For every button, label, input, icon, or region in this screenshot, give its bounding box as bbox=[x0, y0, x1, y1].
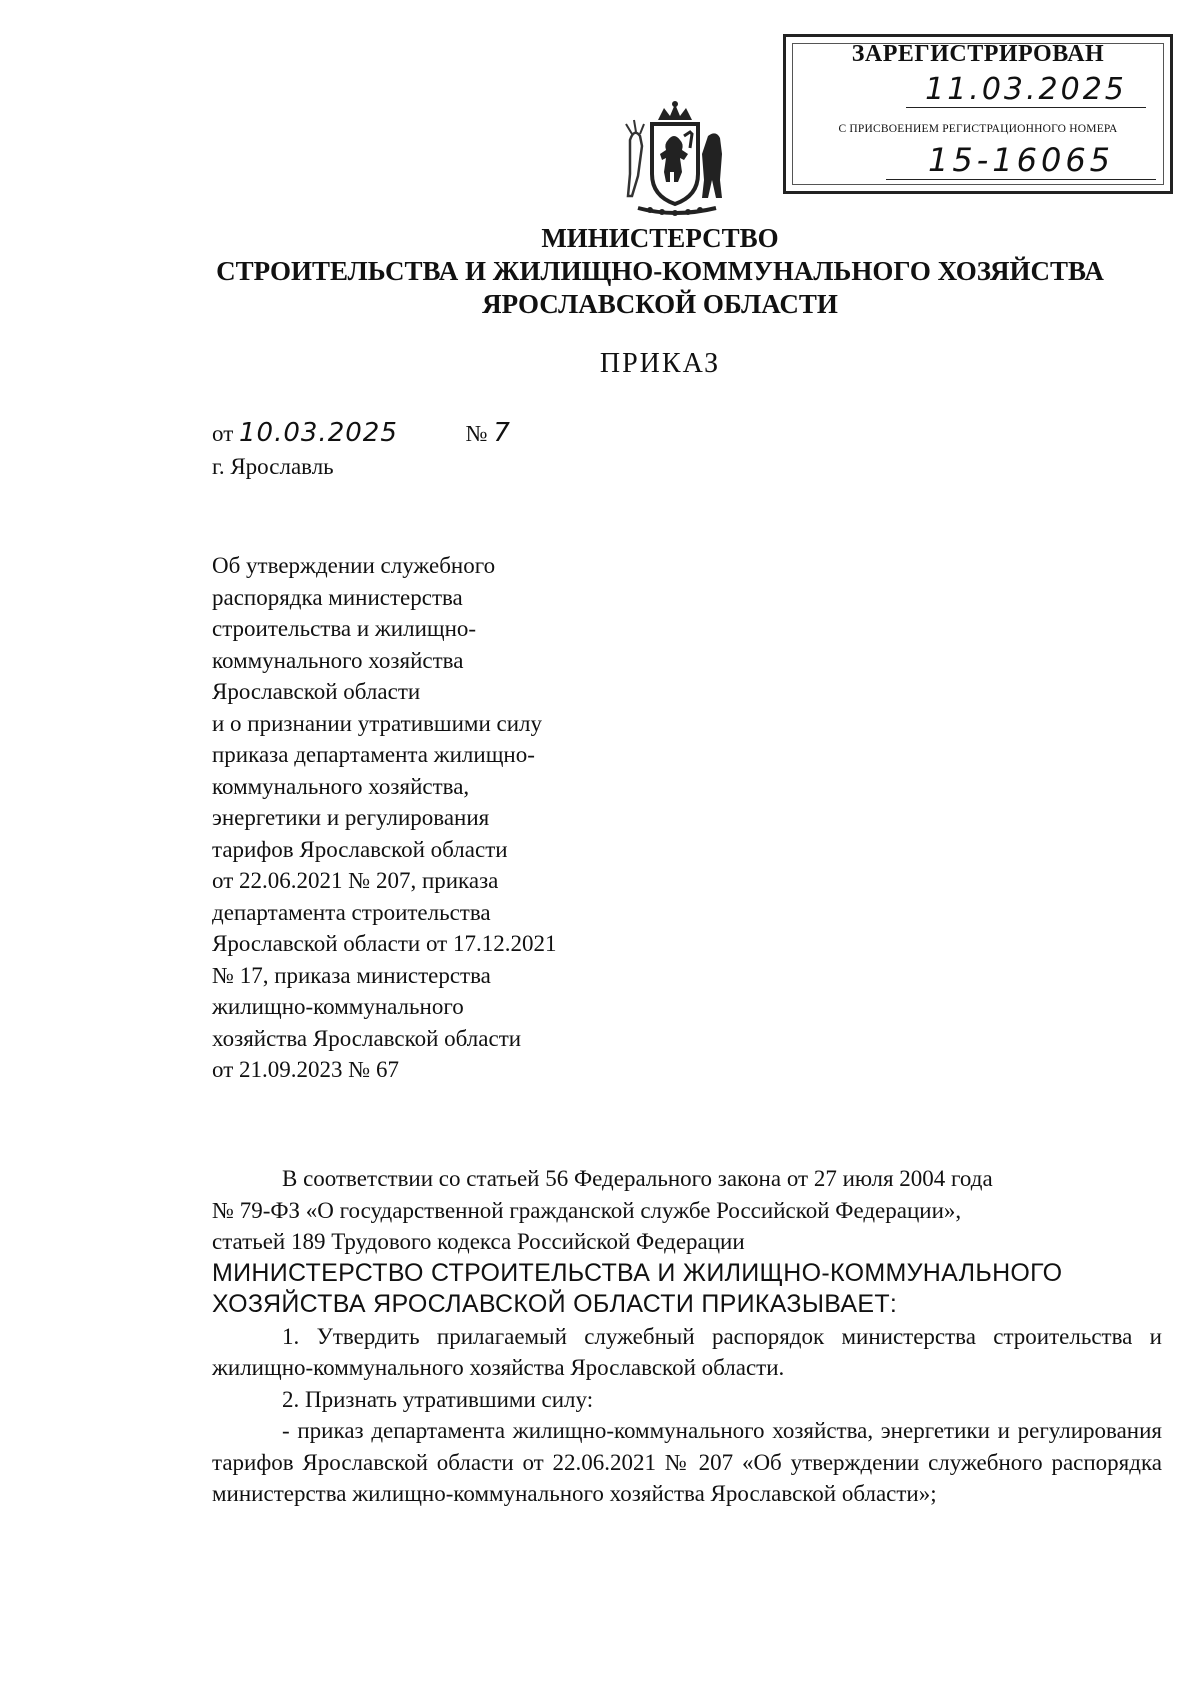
coat-of-arms-icon bbox=[620, 100, 730, 220]
legal-basis-line-3: статьей 189 Трудового кодекса Российской Федерации bbox=[212, 1229, 745, 1254]
org-line-3: ЯРОСЛАВСКОЙ ОБЛАСТИ bbox=[482, 289, 838, 319]
order-item-1: 1. Утвердить прилагаемый служебный распорядок министерства строительства и жилищно-коммунального хозяйства Ярославской области. bbox=[212, 1323, 1162, 1380]
subject-line: и о признании утратившими силу bbox=[212, 710, 542, 736]
order-body bbox=[212, 1163, 1162, 1510]
order-date-line bbox=[212, 418, 511, 448]
order-item-2: 2. Признать утратившими силу: bbox=[282, 1386, 594, 1412]
stamp-caption: С ПРИСВОЕНИЕМ РЕГИСТРАЦИОННОГО НОМЕРА bbox=[838, 123, 1118, 135]
order-directive-caps bbox=[212, 1258, 1162, 1321]
subject-line: тарифов Ярославской области bbox=[212, 836, 508, 862]
document-type: ПРИКАЗ bbox=[599, 348, 721, 379]
stamp-title: ЗАРЕГИСТРИРОВАН bbox=[851, 41, 1105, 67]
subject-line: распорядка министерства bbox=[212, 584, 463, 610]
subject-line: приказа департамента жилищно- bbox=[212, 742, 535, 767]
directive-line-2: ХОЗЯЙСТВА ЯРОСЛАВСКОЙ ОБЛАСТИ ПРИКАЗЫВАЕТ: bbox=[212, 1290, 898, 1318]
subject-line: коммунального хозяйства bbox=[212, 647, 464, 673]
org-line-1: МИНИСТЕРСТВО bbox=[541, 223, 779, 253]
number-label: № bbox=[465, 421, 488, 446]
subject-line: энергетики и регулирования bbox=[212, 805, 490, 830]
legal-basis-line-1: В соответствии со статьей 56 Федерального закона от 27 июля 2004 года bbox=[282, 1166, 993, 1191]
subject-line: от 22.06.2021 № 207, приказа bbox=[212, 868, 499, 893]
organization-header bbox=[160, 222, 1160, 321]
registration-stamp bbox=[783, 34, 1173, 194]
subject-line: № 17, приказа министерства bbox=[212, 962, 491, 988]
subject-line: жилищно-коммунального bbox=[212, 994, 464, 1019]
subject-line: Ярославской области от 17.12.2021 bbox=[212, 931, 557, 956]
org-line-2: СТРОИТЕЛЬСТВА И ЖИЛИЩНО-КОММУНАЛЬНОГО ХОЗЯЙСТВА bbox=[216, 256, 1104, 286]
legal-basis bbox=[212, 1163, 1162, 1258]
subject-line: департамента строительства bbox=[212, 899, 491, 925]
order-item-2-sub-1: - приказ департамента жилищно-коммунального хозяйства, энергетики и регулирования тарифов Ярославской области от 22.06.2021 № 207 «Об утверждении служебного распорядка министерства жилищно-коммунального хозяйства Ярославской области»; bbox=[212, 1418, 1162, 1506]
stamp-registration-number: 15-16065 bbox=[886, 141, 1156, 180]
order-number: 7 bbox=[493, 418, 511, 448]
subject-line: коммунального хозяйства, bbox=[212, 773, 470, 799]
order-date: 10.03.2025 bbox=[239, 418, 398, 448]
subject-line: строительства и жилищно- bbox=[212, 616, 477, 641]
directive-line-1: МИНИСТЕРСТВО СТРОИТЕЛЬСТВА И ЖИЛИЩНО-КОММУНАЛЬНОГО bbox=[212, 1258, 1063, 1287]
city: г. Ярославль bbox=[212, 454, 334, 479]
stamp-date: 11.03.2025 bbox=[906, 73, 1146, 108]
subject-line: Ярославской области bbox=[212, 679, 421, 704]
legal-basis-line-2: № 79-ФЗ «О государственной гражданской службе Российской Федерации», bbox=[212, 1197, 962, 1223]
order-subject bbox=[212, 550, 652, 1086]
subject-line: хозяйства Ярославской области bbox=[212, 1025, 522, 1051]
date-prefix: от bbox=[212, 421, 234, 446]
subject-line: Об утверждении служебного bbox=[212, 553, 496, 578]
subject-line: от 21.09.2023 № 67 bbox=[212, 1057, 399, 1082]
